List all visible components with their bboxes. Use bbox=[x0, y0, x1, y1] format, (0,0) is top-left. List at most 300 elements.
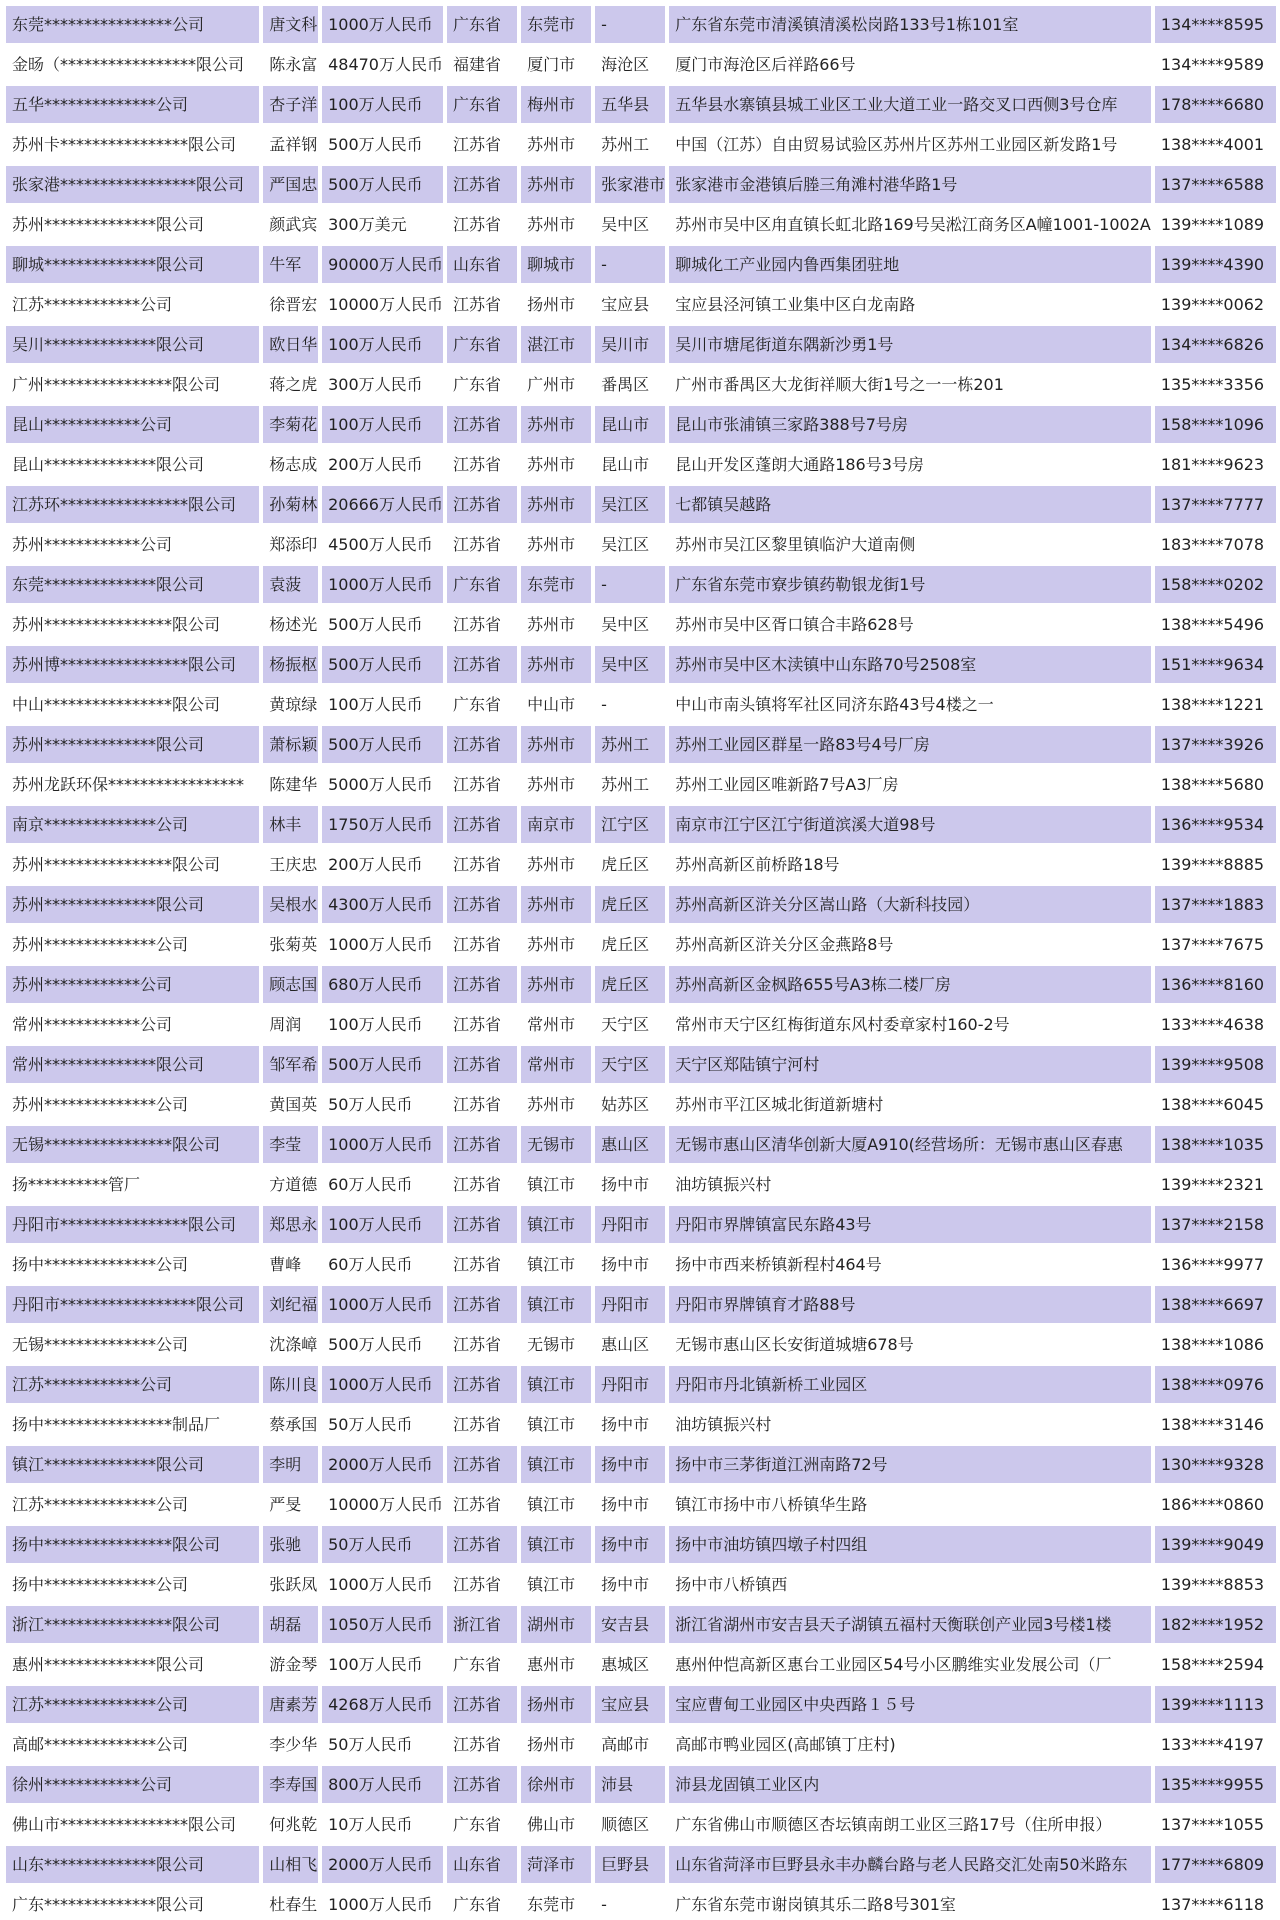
table-row bbox=[6, 1166, 1276, 1203]
address-cell: 苏州高新区前桥路18号 bbox=[669, 846, 1151, 883]
city-cell: 常州市 bbox=[521, 1006, 591, 1043]
company-name-cell: 江苏环****************限公司 bbox=[6, 486, 259, 523]
district-cell: - bbox=[595, 686, 665, 723]
company-name-cell: 苏州**************公司 bbox=[6, 1086, 259, 1123]
phone-cell: 135****9955 bbox=[1155, 1766, 1276, 1803]
address-cell: 广东省东莞市谢岗镇其乐二路8号301室 bbox=[669, 1886, 1151, 1920]
company-name-cell: 江苏************公司 bbox=[6, 1366, 259, 1403]
phone-cell: 139****8885 bbox=[1155, 846, 1276, 883]
registered-capital-cell: 50万人民币 bbox=[322, 1726, 443, 1763]
phone-cell: 138****1221 bbox=[1155, 686, 1276, 723]
phone-cell: 158****0202 bbox=[1155, 566, 1276, 603]
district-cell: 吴中区 bbox=[595, 606, 665, 643]
company-name-cell: 江苏************公司 bbox=[6, 286, 259, 323]
city-cell: 无锡市 bbox=[521, 1326, 591, 1363]
table-row bbox=[6, 46, 1276, 83]
address-cell: 吴川市塘尾街道东隅新沙勇1号 bbox=[669, 326, 1151, 363]
province-cell: 江苏省 bbox=[447, 1086, 517, 1123]
registered-capital-cell: 300万人民币 bbox=[322, 366, 443, 403]
phone-cell: 139****8853 bbox=[1155, 1566, 1276, 1603]
company-name-cell: 高邮**************公司 bbox=[6, 1726, 259, 1763]
phone-cell: 136****9977 bbox=[1155, 1246, 1276, 1283]
legal-person-cell: 王庆忠 bbox=[263, 846, 318, 883]
company-name-cell: 苏州****************限公司 bbox=[6, 846, 259, 883]
district-cell: 扬中市 bbox=[595, 1246, 665, 1283]
table-row bbox=[6, 1486, 1276, 1523]
province-cell: 江苏省 bbox=[447, 646, 517, 683]
province-cell: 江苏省 bbox=[447, 1366, 517, 1403]
address-cell: 常州市天宁区红梅街道东风村委章家村160-2号 bbox=[669, 1006, 1151, 1043]
legal-person-cell: 郑思永 bbox=[263, 1206, 318, 1243]
legal-person-cell: 袁菠 bbox=[263, 566, 318, 603]
address-cell: 惠州仲恺高新区惠台工业园区54号小区鹏维实业发展公司（厂 bbox=[669, 1646, 1151, 1683]
company-name-cell: 丹阳市*****************限公司 bbox=[6, 1286, 259, 1323]
registered-capital-cell: 500万人民币 bbox=[322, 166, 443, 203]
company-name-cell: 无锡**************公司 bbox=[6, 1326, 259, 1363]
table-row bbox=[6, 966, 1276, 1003]
registered-capital-cell: 1000万人民币 bbox=[322, 6, 443, 43]
table-row bbox=[6, 86, 1276, 123]
company-name-cell: 五华**************公司 bbox=[6, 86, 259, 123]
legal-person-cell: 刘纪福 bbox=[263, 1286, 318, 1323]
registered-capital-cell: 4268万人民币 bbox=[322, 1686, 443, 1723]
phone-cell: 138****3146 bbox=[1155, 1406, 1276, 1443]
city-cell: 惠州市 bbox=[521, 1646, 591, 1683]
legal-person-cell: 林丰 bbox=[263, 806, 318, 843]
legal-person-cell: 何兆乾 bbox=[263, 1806, 318, 1843]
province-cell: 江苏省 bbox=[447, 1286, 517, 1323]
city-cell: 镇江市 bbox=[521, 1286, 591, 1323]
address-cell: 扬中市三茅街道江洲南路72号 bbox=[669, 1446, 1151, 1483]
district-cell: 扬中市 bbox=[595, 1166, 665, 1203]
address-cell: 中国（江苏）自由贸易试验区苏州片区苏州工业园区新发路1号 bbox=[669, 126, 1151, 163]
registered-capital-cell: 10000万人民币 bbox=[322, 286, 443, 323]
province-cell: 江苏省 bbox=[447, 126, 517, 163]
district-cell: - bbox=[595, 6, 665, 43]
city-cell: 聊城市 bbox=[521, 246, 591, 283]
company-name-cell: 苏州************公司 bbox=[6, 966, 259, 1003]
legal-person-cell: 杨述光 bbox=[263, 606, 318, 643]
city-cell: 苏州市 bbox=[521, 846, 591, 883]
legal-person-cell: 游金琴 bbox=[263, 1646, 318, 1683]
company-name-cell: 苏州**************限公司 bbox=[6, 726, 259, 763]
address-cell: 天宁区郑陆镇宁河村 bbox=[669, 1046, 1151, 1083]
legal-person-cell: 曹峰 bbox=[263, 1246, 318, 1283]
legal-person-cell: 陈永富 bbox=[263, 46, 318, 83]
phone-cell: 138****6697 bbox=[1155, 1286, 1276, 1323]
company-name-cell: 张家港*****************限公司 bbox=[6, 166, 259, 203]
phone-cell: 136****9534 bbox=[1155, 806, 1276, 843]
city-cell: 苏州市 bbox=[521, 886, 591, 923]
table-row bbox=[6, 646, 1276, 683]
registered-capital-cell: 500万人民币 bbox=[322, 1326, 443, 1363]
district-cell: 宝应县 bbox=[595, 286, 665, 323]
province-cell: 江苏省 bbox=[447, 1006, 517, 1043]
table-row bbox=[6, 6, 1276, 43]
district-cell: 安吉县 bbox=[595, 1606, 665, 1643]
city-cell: 苏州市 bbox=[521, 446, 591, 483]
phone-cell: 134****6826 bbox=[1155, 326, 1276, 363]
company-name-cell: 扬中**************公司 bbox=[6, 1246, 259, 1283]
district-cell: 吴中区 bbox=[595, 646, 665, 683]
phone-cell: 177****6809 bbox=[1155, 1846, 1276, 1883]
table-row bbox=[6, 246, 1276, 283]
legal-person-cell: 黄琼绿 bbox=[263, 686, 318, 723]
province-cell: 江苏省 bbox=[447, 1126, 517, 1163]
legal-person-cell: 山相飞 bbox=[263, 1846, 318, 1883]
company-name-cell: 东莞****************公司 bbox=[6, 6, 259, 43]
phone-cell: 137****7675 bbox=[1155, 926, 1276, 963]
legal-person-cell: 邹军希 bbox=[263, 1046, 318, 1083]
company-name-cell: 南京**************公司 bbox=[6, 806, 259, 843]
table-row bbox=[6, 1766, 1276, 1803]
city-cell: 镇江市 bbox=[521, 1446, 591, 1483]
registered-capital-cell: 200万人民币 bbox=[322, 446, 443, 483]
table-row bbox=[6, 1366, 1276, 1403]
phone-cell: 138****5496 bbox=[1155, 606, 1276, 643]
registered-capital-cell: 5000万人民币 bbox=[322, 766, 443, 803]
district-cell: 昆山市 bbox=[595, 406, 665, 443]
province-cell: 江苏省 bbox=[447, 486, 517, 523]
city-cell: 镇江市 bbox=[521, 1366, 591, 1403]
city-cell: 苏州市 bbox=[521, 206, 591, 243]
registered-capital-cell: 100万人民币 bbox=[322, 326, 443, 363]
legal-person-cell: 徐晋宏 bbox=[263, 286, 318, 323]
city-cell: 苏州市 bbox=[521, 126, 591, 163]
company-name-cell: 常州************公司 bbox=[6, 1006, 259, 1043]
legal-person-cell: 杨志成 bbox=[263, 446, 318, 483]
province-cell: 江苏省 bbox=[447, 966, 517, 1003]
city-cell: 苏州市 bbox=[521, 606, 591, 643]
legal-person-cell: 张跃凤 bbox=[263, 1566, 318, 1603]
legal-person-cell: 李少华 bbox=[263, 1726, 318, 1763]
province-cell: 江苏省 bbox=[447, 1326, 517, 1363]
phone-cell: 151****9634 bbox=[1155, 646, 1276, 683]
district-cell: - bbox=[595, 1886, 665, 1920]
province-cell: 江苏省 bbox=[447, 206, 517, 243]
district-cell: 扬中市 bbox=[595, 1526, 665, 1563]
city-cell: 无锡市 bbox=[521, 1126, 591, 1163]
company-name-cell: 金旸（*****************限公司 bbox=[6, 46, 259, 83]
company-name-cell: 苏州龙跃环保***************** bbox=[6, 766, 259, 803]
legal-person-cell: 李寿国 bbox=[263, 1766, 318, 1803]
district-cell: 吴江区 bbox=[595, 486, 665, 523]
city-cell: 镇江市 bbox=[521, 1486, 591, 1523]
company-name-cell: 苏州************公司 bbox=[6, 526, 259, 563]
phone-cell: 139****9049 bbox=[1155, 1526, 1276, 1563]
phone-cell: 137****6118 bbox=[1155, 1886, 1276, 1920]
address-cell: 昆山市张浦镇三家路388号7号房 bbox=[669, 406, 1151, 443]
registered-capital-cell: 1000万人民币 bbox=[322, 1886, 443, 1920]
province-cell: 江苏省 bbox=[447, 1046, 517, 1083]
phone-cell: 178****6680 bbox=[1155, 86, 1276, 123]
city-cell: 厦门市 bbox=[521, 46, 591, 83]
legal-person-cell: 唐文科 bbox=[263, 6, 318, 43]
city-cell: 苏州市 bbox=[521, 486, 591, 523]
registered-capital-cell: 500万人民币 bbox=[322, 646, 443, 683]
city-cell: 常州市 bbox=[521, 1046, 591, 1083]
city-cell: 徐州市 bbox=[521, 1766, 591, 1803]
table-row bbox=[6, 1566, 1276, 1603]
registered-capital-cell: 1750万人民币 bbox=[322, 806, 443, 843]
registered-capital-cell: 100万人民币 bbox=[322, 1206, 443, 1243]
registered-capital-cell: 100万人民币 bbox=[322, 1006, 443, 1043]
company-name-cell: 佛山市****************限公司 bbox=[6, 1806, 259, 1843]
legal-person-cell: 欧日华 bbox=[263, 326, 318, 363]
city-cell: 苏州市 bbox=[521, 166, 591, 203]
address-cell: 镇江市扬中市八桥镇华生路 bbox=[669, 1486, 1151, 1523]
company-name-cell: 丹阳市****************限公司 bbox=[6, 1206, 259, 1243]
table-row bbox=[6, 366, 1276, 403]
city-cell: 东莞市 bbox=[521, 6, 591, 43]
registered-capital-cell: 100万人民币 bbox=[322, 1646, 443, 1683]
district-cell: 惠山区 bbox=[595, 1326, 665, 1363]
legal-person-cell: 杨振枢 bbox=[263, 646, 318, 683]
address-cell: 苏州市吴中区甪直镇长虹北路169号吴淞江商务区A幢1001-1002A bbox=[669, 206, 1151, 243]
registered-capital-cell: 10万人民币 bbox=[322, 1806, 443, 1843]
address-cell: 无锡市惠山区长安街道城塘678号 bbox=[669, 1326, 1151, 1363]
registered-capital-cell: 200万人民币 bbox=[322, 846, 443, 883]
registered-capital-cell: 10000万人民币 bbox=[322, 1486, 443, 1523]
phone-cell: 138****1035 bbox=[1155, 1126, 1276, 1163]
table-row bbox=[6, 1846, 1276, 1883]
company-name-cell: 扬中****************限公司 bbox=[6, 1526, 259, 1563]
address-cell: 苏州工业园区群星一路83号4号厂房 bbox=[669, 726, 1151, 763]
legal-person-cell: 周润 bbox=[263, 1006, 318, 1043]
table-row bbox=[6, 566, 1276, 603]
registered-capital-cell: 300万美元 bbox=[322, 206, 443, 243]
table-row bbox=[6, 1726, 1276, 1763]
province-cell: 广东省 bbox=[447, 86, 517, 123]
province-cell: 江苏省 bbox=[447, 886, 517, 923]
registered-capital-cell: 100万人民币 bbox=[322, 686, 443, 723]
company-name-cell: 苏州博****************限公司 bbox=[6, 646, 259, 683]
phone-cell: 133****4197 bbox=[1155, 1726, 1276, 1763]
table-row bbox=[6, 1646, 1276, 1683]
phone-cell: 186****0860 bbox=[1155, 1486, 1276, 1523]
company-name-cell: 扬**********管厂 bbox=[6, 1166, 259, 1203]
address-cell: 广东省佛山市顺德区杏坛镇南朗工业区三路17号（住所申报） bbox=[669, 1806, 1151, 1843]
address-cell: 苏州高新区浒关分区嵩山路（大新科技园） bbox=[669, 886, 1151, 923]
legal-person-cell: 李莹 bbox=[263, 1126, 318, 1163]
phone-cell: 137****1055 bbox=[1155, 1806, 1276, 1843]
city-cell: 东莞市 bbox=[521, 566, 591, 603]
district-cell: 苏州工 bbox=[595, 126, 665, 163]
table-row bbox=[6, 606, 1276, 643]
district-cell: 吴江区 bbox=[595, 526, 665, 563]
address-cell: 昆山开发区蓬朗大通路186号3号房 bbox=[669, 446, 1151, 483]
legal-person-cell: 严国忠 bbox=[263, 166, 318, 203]
city-cell: 苏州市 bbox=[521, 1086, 591, 1123]
phone-cell: 137****1883 bbox=[1155, 886, 1276, 923]
province-cell: 江苏省 bbox=[447, 1406, 517, 1443]
address-cell: 聊城化工产业园内鲁西集团驻地 bbox=[669, 246, 1151, 283]
company-name-cell: 昆山************公司 bbox=[6, 406, 259, 443]
registered-capital-cell: 500万人民币 bbox=[322, 1046, 443, 1083]
registered-capital-cell: 2000万人民币 bbox=[322, 1846, 443, 1883]
city-cell: 苏州市 bbox=[521, 526, 591, 563]
table-row bbox=[6, 206, 1276, 243]
district-cell: 高邮市 bbox=[595, 1726, 665, 1763]
table-row bbox=[6, 526, 1276, 563]
table-row bbox=[6, 1526, 1276, 1563]
address-cell: 苏州高新区浒关分区金燕路8号 bbox=[669, 926, 1151, 963]
registered-capital-cell: 50万人民币 bbox=[322, 1526, 443, 1563]
address-cell: 苏州市吴中区木渎镇中山东路70号2508室 bbox=[669, 646, 1151, 683]
address-cell: 丹阳市界牌镇育才路88号 bbox=[669, 1286, 1151, 1323]
registered-capital-cell: 680万人民币 bbox=[322, 966, 443, 1003]
province-cell: 江苏省 bbox=[447, 726, 517, 763]
province-cell: 江苏省 bbox=[447, 766, 517, 803]
phone-cell: 158****1096 bbox=[1155, 406, 1276, 443]
company-name-cell: 扬中****************制品厂 bbox=[6, 1406, 259, 1443]
legal-person-cell: 萧标颖 bbox=[263, 726, 318, 763]
district-cell: 番禺区 bbox=[595, 366, 665, 403]
table-row bbox=[6, 886, 1276, 923]
registered-capital-cell: 2000万人民币 bbox=[322, 1446, 443, 1483]
table-row bbox=[6, 406, 1276, 443]
province-cell: 江苏省 bbox=[447, 1766, 517, 1803]
district-cell: 宝应县 bbox=[595, 1686, 665, 1723]
table-row bbox=[6, 1046, 1276, 1083]
company-name-cell: 山东**************限公司 bbox=[6, 1846, 259, 1883]
city-cell: 南京市 bbox=[521, 806, 591, 843]
district-cell: 吴中区 bbox=[595, 206, 665, 243]
company-name-cell: 吴川**************限公司 bbox=[6, 326, 259, 363]
address-cell: 宝应县泾河镇工业集中区白龙南路 bbox=[669, 286, 1151, 323]
city-cell: 苏州市 bbox=[521, 926, 591, 963]
company-name-cell: 徐州************公司 bbox=[6, 1766, 259, 1803]
province-cell: 江苏省 bbox=[447, 446, 517, 483]
district-cell: - bbox=[595, 566, 665, 603]
company-name-cell: 苏州****************限公司 bbox=[6, 606, 259, 643]
legal-person-cell: 杏子洋 bbox=[263, 86, 318, 123]
phone-cell: 130****9328 bbox=[1155, 1446, 1276, 1483]
table-row bbox=[6, 446, 1276, 483]
company-table bbox=[2, 3, 1280, 1920]
legal-person-cell: 颜武宾 bbox=[263, 206, 318, 243]
province-cell: 江苏省 bbox=[447, 1206, 517, 1243]
district-cell: 虎丘区 bbox=[595, 846, 665, 883]
phone-cell: 139****0062 bbox=[1155, 286, 1276, 323]
province-cell: 江苏省 bbox=[447, 1486, 517, 1523]
phone-cell: 139****2321 bbox=[1155, 1166, 1276, 1203]
district-cell: 扬中市 bbox=[595, 1446, 665, 1483]
table-row bbox=[6, 1086, 1276, 1123]
legal-person-cell: 吴根水 bbox=[263, 886, 318, 923]
table-row bbox=[6, 1126, 1276, 1163]
registered-capital-cell: 500万人民币 bbox=[322, 606, 443, 643]
legal-person-cell: 杜春生 bbox=[263, 1886, 318, 1920]
registered-capital-cell: 500万人民币 bbox=[322, 126, 443, 163]
company-name-cell: 聊城**************限公司 bbox=[6, 246, 259, 283]
city-cell: 镇江市 bbox=[521, 1246, 591, 1283]
legal-person-cell: 沈涤嶂 bbox=[263, 1326, 318, 1363]
province-cell: 山东省 bbox=[447, 1846, 517, 1883]
company-name-cell: 镇江**************限公司 bbox=[6, 1446, 259, 1483]
address-cell: 苏州工业园区唯新路7号A3厂房 bbox=[669, 766, 1151, 803]
company-name-cell: 无锡****************限公司 bbox=[6, 1126, 259, 1163]
table-row bbox=[6, 1006, 1276, 1043]
phone-cell: 137****3926 bbox=[1155, 726, 1276, 763]
district-cell: 扬中市 bbox=[595, 1406, 665, 1443]
province-cell: 江苏省 bbox=[447, 806, 517, 843]
province-cell: 江苏省 bbox=[447, 1726, 517, 1763]
address-cell: 广州市番禺区大龙街祥顺大街1号之一一栋201 bbox=[669, 366, 1151, 403]
legal-person-cell: 李明 bbox=[263, 1446, 318, 1483]
address-cell: 张家港市金港镇后塍三角滩村港华路1号 bbox=[669, 166, 1151, 203]
district-cell: 巨野县 bbox=[595, 1846, 665, 1883]
address-cell: 浙江省湖州市安吉县天子湖镇五福村天衡联创产业园3号楼1楼 bbox=[669, 1606, 1151, 1643]
district-cell: 扬中市 bbox=[595, 1486, 665, 1523]
phone-cell: 138****1086 bbox=[1155, 1326, 1276, 1363]
registered-capital-cell: 500万人民币 bbox=[322, 726, 443, 763]
address-cell: 广东省东莞市清溪镇清溪松岗路133号1栋101室 bbox=[669, 6, 1151, 43]
province-cell: 江苏省 bbox=[447, 406, 517, 443]
district-cell: 惠山区 bbox=[595, 1126, 665, 1163]
company-name-cell: 扬中**************公司 bbox=[6, 1566, 259, 1603]
province-cell: 江苏省 bbox=[447, 166, 517, 203]
table-row bbox=[6, 1406, 1276, 1443]
address-cell: 扬中市油坊镇四墩子村四组 bbox=[669, 1526, 1151, 1563]
table-row bbox=[6, 846, 1276, 883]
address-cell: 扬中市八桥镇西 bbox=[669, 1566, 1151, 1603]
district-cell: 海沧区 bbox=[595, 46, 665, 83]
city-cell: 扬州市 bbox=[521, 286, 591, 323]
district-cell: 丹阳市 bbox=[595, 1286, 665, 1323]
registered-capital-cell: 800万人民币 bbox=[322, 1766, 443, 1803]
district-cell: 扬中市 bbox=[595, 1566, 665, 1603]
registered-capital-cell: 1000万人民币 bbox=[322, 566, 443, 603]
address-cell: 扬中市西来桥镇新程村464号 bbox=[669, 1246, 1151, 1283]
registered-capital-cell: 50万人民币 bbox=[322, 1086, 443, 1123]
legal-person-cell: 张驰 bbox=[263, 1526, 318, 1563]
company-name-cell: 惠州**************限公司 bbox=[6, 1646, 259, 1683]
province-cell: 广东省 bbox=[447, 566, 517, 603]
city-cell: 苏州市 bbox=[521, 766, 591, 803]
province-cell: 广东省 bbox=[447, 366, 517, 403]
table-row bbox=[6, 1286, 1276, 1323]
address-cell: 沛县龙固镇工业区内 bbox=[669, 1766, 1151, 1803]
city-cell: 扬州市 bbox=[521, 1726, 591, 1763]
phone-cell: 139****1113 bbox=[1155, 1686, 1276, 1723]
legal-person-cell: 严旻 bbox=[263, 1486, 318, 1523]
registered-capital-cell: 100万人民币 bbox=[322, 406, 443, 443]
province-cell: 广东省 bbox=[447, 1646, 517, 1683]
district-cell: 虎丘区 bbox=[595, 926, 665, 963]
company-name-cell: 苏州**************限公司 bbox=[6, 886, 259, 923]
district-cell: 丹阳市 bbox=[595, 1206, 665, 1243]
province-cell: 江苏省 bbox=[447, 1446, 517, 1483]
district-cell: 苏州工 bbox=[595, 766, 665, 803]
province-cell: 江苏省 bbox=[447, 1566, 517, 1603]
address-cell: 油坊镇振兴村 bbox=[669, 1406, 1151, 1443]
company-name-cell: 浙江****************限公司 bbox=[6, 1606, 259, 1643]
province-cell: 广东省 bbox=[447, 6, 517, 43]
district-cell: 吴川市 bbox=[595, 326, 665, 363]
city-cell: 湛江市 bbox=[521, 326, 591, 363]
company-name-cell: 苏州**************限公司 bbox=[6, 206, 259, 243]
legal-person-cell: 蔡承国 bbox=[263, 1406, 318, 1443]
province-cell: 浙江省 bbox=[447, 1606, 517, 1643]
province-cell: 江苏省 bbox=[447, 526, 517, 563]
province-cell: 福建省 bbox=[447, 46, 517, 83]
table-row bbox=[6, 1806, 1276, 1843]
registered-capital-cell: 100万人民币 bbox=[322, 86, 443, 123]
legal-person-cell: 孟祥钢 bbox=[263, 126, 318, 163]
phone-cell: 139****4390 bbox=[1155, 246, 1276, 283]
province-cell: 广东省 bbox=[447, 1886, 517, 1920]
